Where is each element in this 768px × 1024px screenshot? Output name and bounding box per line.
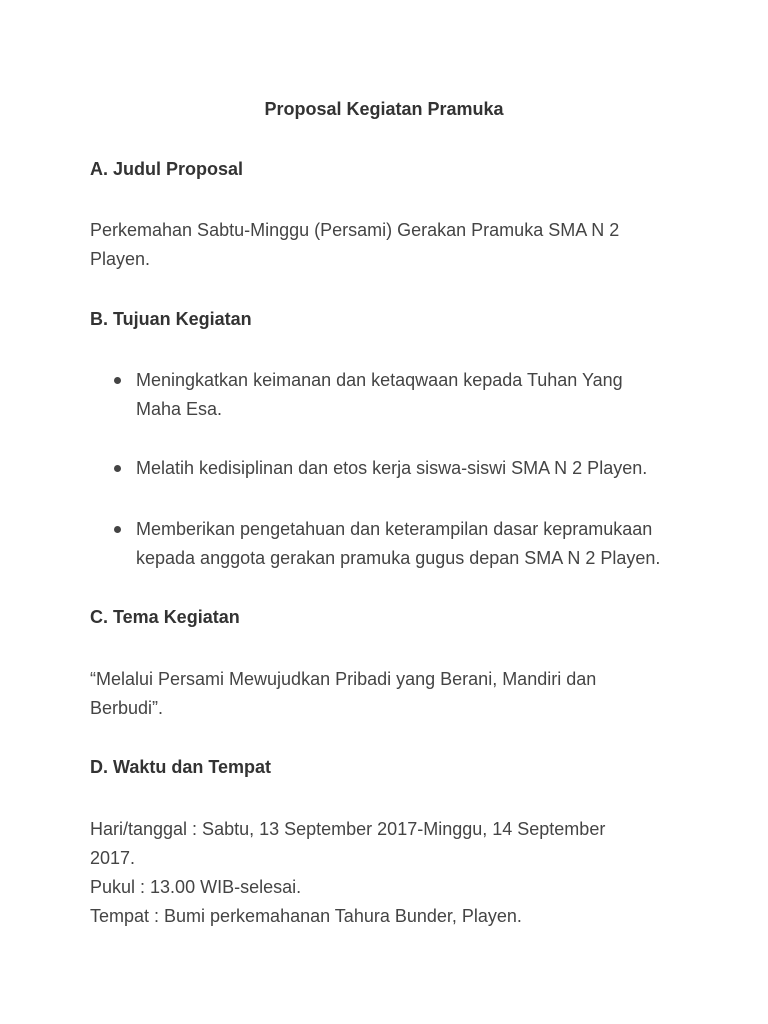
paragraph-line: Hari/tanggal : Sabtu, 13 September 2017-Minggu, 14 September <box>90 819 606 839</box>
paragraph-line: 2017. <box>90 848 136 868</box>
paragraph-line: Berbudi”. <box>90 698 164 718</box>
paragraph-line: Perkemahan Sabtu-Minggu (Persami) Gerakan Pramuka SMA N 2 <box>90 220 620 240</box>
paragraph-line: Pukul : 13.00 WIB-selesai. <box>90 877 302 897</box>
section-d-paragraph <box>90 815 650 931</box>
paragraph-line: Tempat : Bumi perkemahanan Tahura Bunder, Playen. <box>90 906 522 926</box>
section-d-heading: D. Waktu dan Tempat <box>90 757 272 777</box>
list-item-line: Memberikan pengetahuan dan keterampilan dasar kepramukaan <box>136 519 653 539</box>
list-item-line: kepada anggota gerakan pramuka gugus depan SMA N 2 Playen. <box>136 548 661 568</box>
bullet-icon <box>114 526 121 533</box>
list-item-text <box>136 515 680 573</box>
bullet-icon <box>114 377 121 384</box>
section-c-heading: C. Tema Kegiatan <box>90 607 240 627</box>
document-title: Proposal Kegiatan Pramuka <box>264 99 504 119</box>
paragraph-line: “Melalui Persami Mewujudkan Pribadi yang Berani, Mandiri dan <box>90 669 597 689</box>
list-item <box>90 366 680 424</box>
bullet-icon <box>114 465 121 472</box>
list-item-line: Meningkatkan keimanan dan ketaqwaan kepada Tuhan Yang <box>136 370 623 390</box>
paragraph-line: Playen. <box>90 249 151 269</box>
list-item-text <box>136 366 680 424</box>
list-item-text <box>136 454 680 483</box>
section-a-heading: A. Judul Proposal <box>90 159 244 179</box>
section-c-paragraph <box>90 665 650 723</box>
list-item <box>90 515 680 573</box>
list-item-line: Maha Esa. <box>136 399 223 419</box>
list-item <box>90 454 680 483</box>
list-item-line: Melatih kedisiplinan dan etos kerja siswa-siswi SMA N 2 Playen. <box>136 458 648 478</box>
section-a-paragraph <box>90 216 650 274</box>
section-b-heading: B. Tujuan Kegiatan <box>90 309 252 329</box>
